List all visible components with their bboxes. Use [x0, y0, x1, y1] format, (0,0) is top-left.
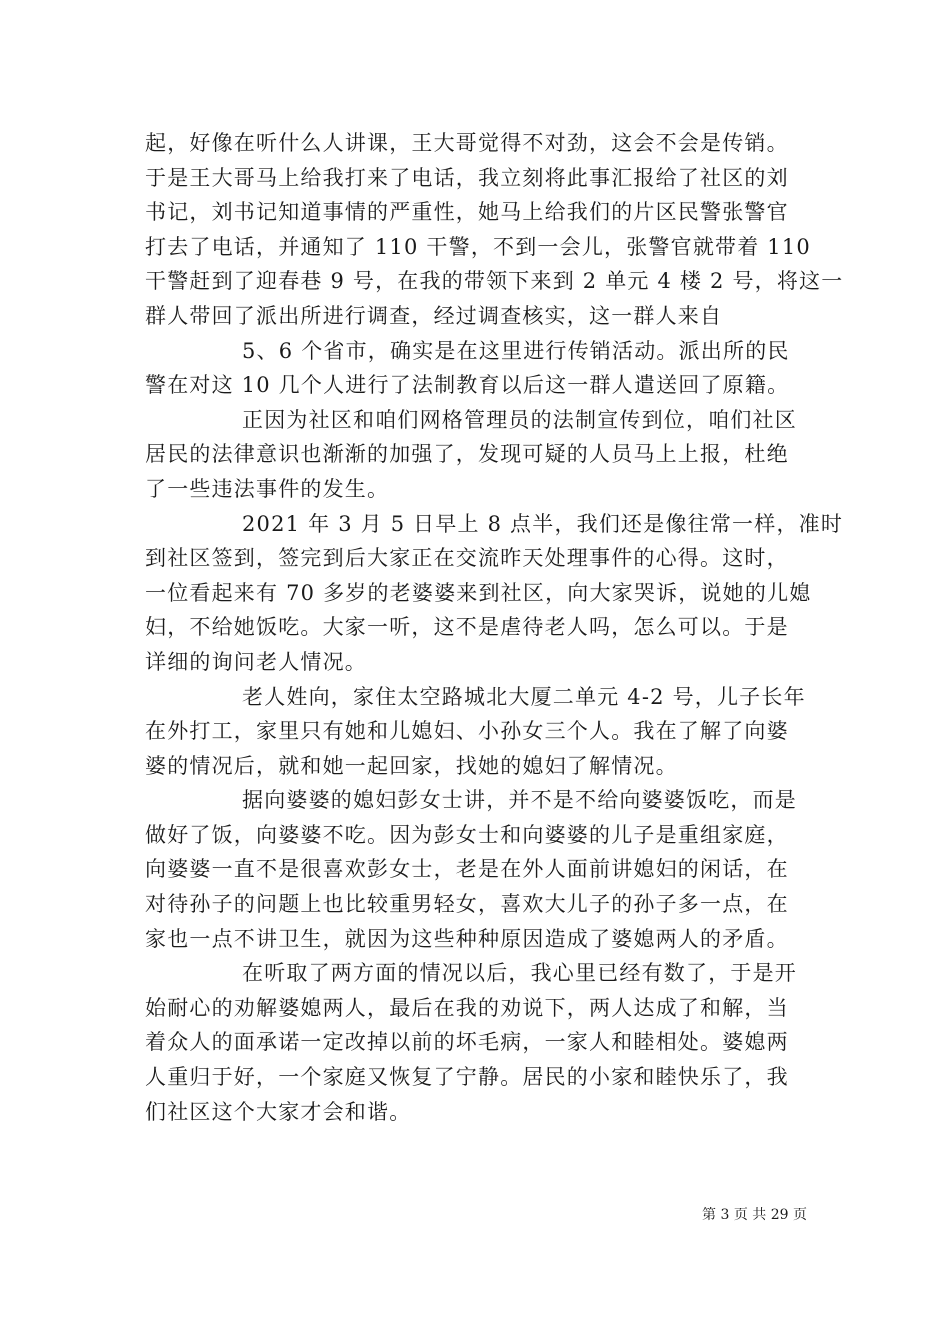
text-line: 向婆婆一直不是很喜欢彭女士，老是在外人面前讲媳妇的闲话，在	[145, 857, 789, 882]
text-line: 居民的法律意识也渐渐的加强了，发现可疑的人员马上上报，杜绝	[145, 442, 789, 467]
text-line: 始耐心的劝解婆媳两人，最后在我的劝说下，两人达成了和解，当	[145, 995, 789, 1020]
text-line: 做好了饭，向婆婆不吃。因为彭女士和向婆婆的儿子是重组家庭，	[145, 822, 789, 847]
text-line: 着众人的面承诺一定改掉以前的坏毛病，一家人和睦相处。婆媳两	[145, 1030, 789, 1055]
text-line: 婆的情况后，就和她一起回家，找她的媳妇了解情况。	[145, 753, 678, 778]
text-line: 家也一点不讲卫生，就因为这些种种原因造成了婆媳两人的矛盾。	[145, 926, 789, 951]
text-line: 据向婆婆的媳妇彭女士讲，并不是不给向婆婆饭吃，而是	[242, 788, 797, 813]
text-line: 老人姓向，家住太空路城北大厦二单元 4-2 号，儿子长年	[242, 684, 806, 709]
text-line: 起，好像在听什么人讲课，王大哥觉得不对劲，这会不会是传销。	[145, 131, 789, 155]
text-line: 们社区这个大家才会和谐。	[145, 1099, 412, 1124]
text-line: 在外打工，家里只有她和儿媳妇、小孙女三个人。我在了解了向婆	[145, 719, 789, 744]
text-line: 群人带回了派出所进行调查，经过调查核实，这一群人来自	[145, 303, 723, 328]
text-line: 详细的询问老人情况。	[145, 649, 367, 674]
text-line: 正因为社区和咱们网格管理员的法制宣传到位，咱们社区	[242, 407, 797, 432]
text-line: 妇，不给她饭吃。大家一听，这不是虐待老人吗，怎么可以。于是	[145, 615, 789, 640]
text-line: 对待孙子的问题上也比较重男轻女，喜欢大儿子的孙子多一点，在	[145, 892, 789, 917]
text-line: 警在对这 10 几个人进行了法制教育以后这一群人遣送回了原籍。	[145, 373, 790, 398]
page-number-footer: 第 3 页 共 29 页	[702, 1207, 807, 1223]
text-line: 2021 年 3 月 5 日早上 8 点半，我们还是像往常一样，准时	[242, 511, 844, 536]
text-line: 于是王大哥马上给我打来了电话，我立刻将此事汇报给了社区的刘	[145, 165, 789, 190]
text-line: 书记，刘书记知道事情的严重性，她马上给我们的片区民警张警官	[145, 200, 789, 225]
text-line: 5、6 个省市，确实是在这里进行传销活动。派出所的民	[242, 338, 790, 363]
text-line: 干警赶到了迎春巷 9 号，在我的带领下来到 2 单元 4 楼 2 号，将这一	[145, 269, 844, 294]
text-line: 人重归于好，一个家庭又恢复了宁静。居民的小家和睦快乐了，我	[145, 1065, 789, 1090]
text-line: 打去了电话，并通知了 110 干警，不到一会儿，张警官就带着 110	[145, 234, 811, 259]
text-line: 了一些违法事件的发生。	[145, 476, 390, 501]
text-line: 到社区签到，签完到后大家正在交流昨天处理事件的心得。这时，	[145, 546, 789, 571]
text-line: 一位看起来有 70 多岁的老婆婆来到社区，向大家哭诉，说她的儿媳	[145, 580, 812, 605]
text-line: 在听取了两方面的情况以后，我心里已经有数了，于是开	[242, 961, 797, 986]
document-body	[145, 126, 844, 1129]
